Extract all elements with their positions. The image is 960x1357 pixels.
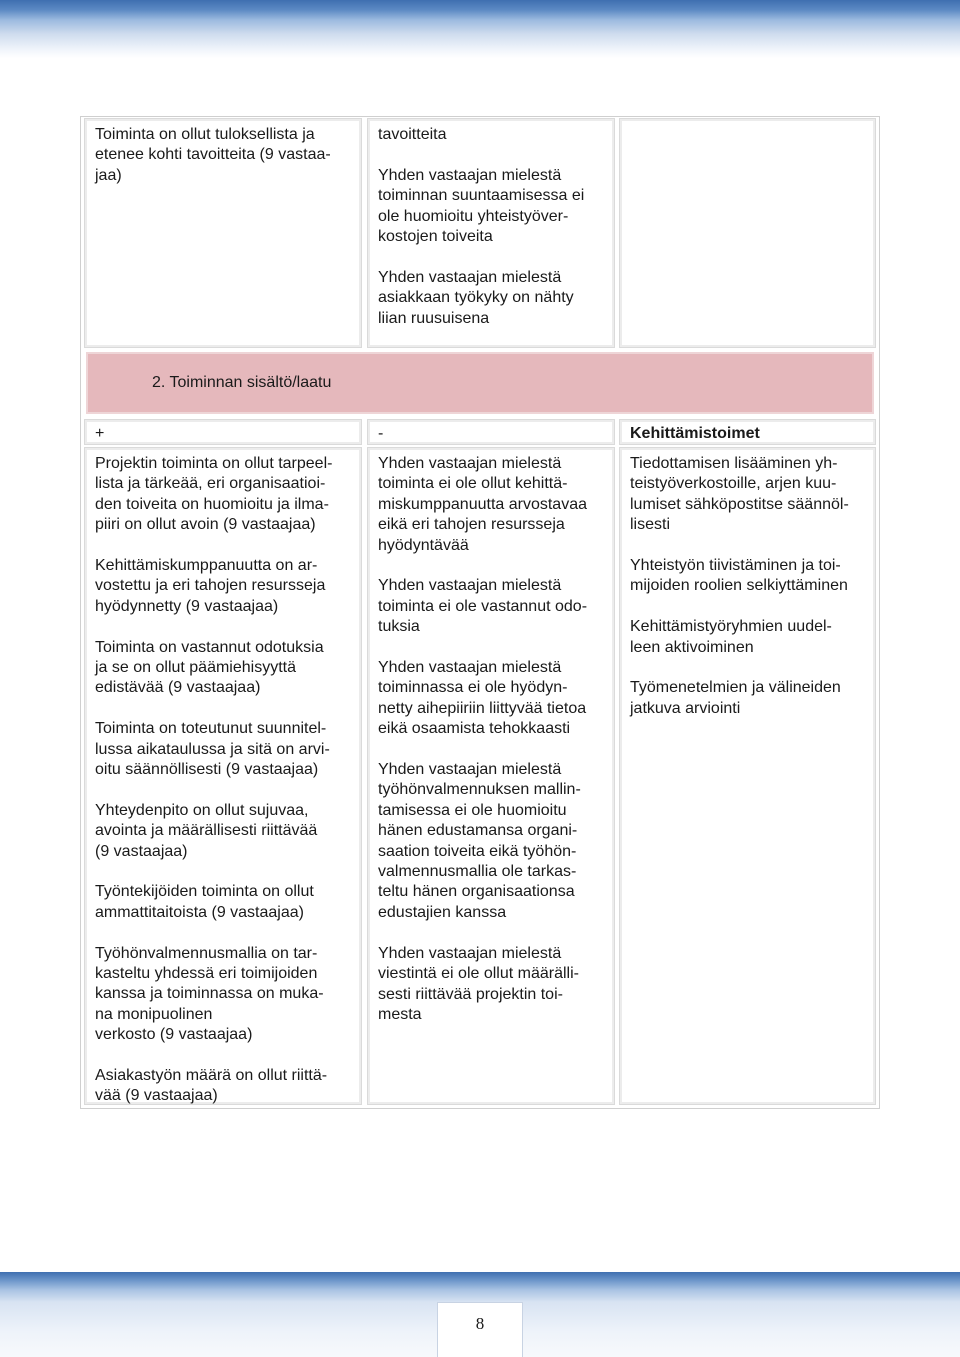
top-row-actions-cell (619, 118, 876, 348)
plus-cell (84, 447, 362, 1105)
minus-item: Yhden vastaajan mielestä toiminta ei ole vastannut odo- tuksia (378, 577, 588, 636)
header-actions-cell (619, 419, 876, 445)
plus-item: Työntekijöiden toiminta on ollut ammattitaitoista (9 vastaajaa) (95, 883, 314, 921)
top-row-plus-item: Toiminta on ollut tuloksellista ja etenee kohti tavoitteita (9 vastaa- jaa) (95, 126, 331, 184)
section-title: 2. Toiminnan sisältö/laatu (152, 374, 332, 391)
minus-cell (367, 447, 615, 1105)
action-item: Yhteistyön tiivistäminen ja toi- mijoiden roolien selkiyttäminen (630, 557, 848, 595)
header-minus-cell (367, 419, 615, 445)
top-row-plus-cell (84, 118, 362, 348)
plus-item: Yhteydenpito on ollut sujuvaa, avointa ja määrällisesti riittävää (9 vastaajaa) (95, 801, 318, 860)
plus-item: Projektin toiminta on ollut tarpeel- lista ja tärkeää, eri organisaatioi- den toiveita on huomioitu ja ilma- piiri on ollut avoin (9 vastaajaa) (95, 455, 333, 534)
top-row-plus-list (95, 125, 350, 186)
top-row-minus-item: tavoitteita (378, 126, 447, 143)
action-item: Kehittämistyöryhmien uudel- leen aktivoiminen (630, 618, 832, 656)
header-minus: - (378, 425, 384, 442)
plus-item: Kehittämiskumppanuutta on ar- vostettu ja eri tahojen resursseja hyödynnetty (9 vastaajaa) (95, 557, 326, 615)
plus-item: Asiakastyön määrä on ollut riittä- vää (9 vastaajaa) (95, 1067, 328, 1105)
actions-list (630, 454, 864, 719)
section-header (86, 352, 874, 414)
minus-item: Yhden vastaajan mielestä työhönvalmennuksen mallin- tamisessa ei ole huomioitu hänen edustamansa organi- saation toiveita eikä työhön- valmennusmallia ole tarkas- teltu hänen organisaationsa edustajien kanssa (378, 761, 581, 921)
minus-item: Yhden vastaajan mielestä viestintä ei ole ollut määrälli- sesti riittävää projektin toi- mesta (378, 944, 579, 1023)
header-plus: + (95, 425, 105, 442)
actions-cell (619, 447, 876, 1105)
plus-item: Työhönvalmennusmallia on tar- kasteltu yhdessä eri toimijoiden kanssa ja toiminnassa on muka- na monipuolinen verkosto (9 vastaajaa) (95, 944, 324, 1044)
header-actions: Kehittämistoimet (630, 425, 760, 442)
minus-item: Yhden vastaajan mielestä toiminta ei ole ollut kehittä- miskumppanuutta arvostavaa eikä eri tahojen resursseja hyödyntävää (378, 455, 587, 554)
action-item: Työmenetelmien ja välineiden jatkuva arviointi (630, 679, 841, 717)
minus-item: Yhden vastaajan mielestä toiminnassa ei ole hyödyn- netty aihepiiriin liittyvää tietoa eikä osaamista tehokkaasti (378, 659, 587, 738)
top-row-minus-item: Yhden vastaajan mielestä toiminnan suuntaamisessa ei ole huomioitu yhteistyöver- kostojen toiveita (378, 166, 585, 246)
header-plus-cell (84, 419, 362, 445)
plus-item: Toiminta on vastannut odotuksia ja se on ollut päämiehisyyttä edistävää (9 vastaajaa) (95, 638, 324, 697)
plus-item: Toiminta on toteutunut suunnitel- lussa aikataulussa ja sitä on arvi- oitu säännöllisesti (9 vastaajaa) (95, 720, 330, 779)
action-item: Tiedottamisen lisääminen yh- teistyöverkostoille, arjen kuu- lumiset sähköpostitse säännöl- lisesti (630, 455, 849, 534)
top-row-minus-list (378, 125, 603, 329)
header-decoration-band (0, 0, 960, 58)
top-row-minus-item: Yhden vastaajan mielestä asiakkaan työkyky on nähty liian ruusuisena (378, 268, 574, 327)
page-number: 8 (437, 1302, 523, 1357)
plus-list (95, 454, 350, 1107)
minus-list (378, 454, 603, 1025)
top-row-minus-cell (367, 118, 615, 348)
